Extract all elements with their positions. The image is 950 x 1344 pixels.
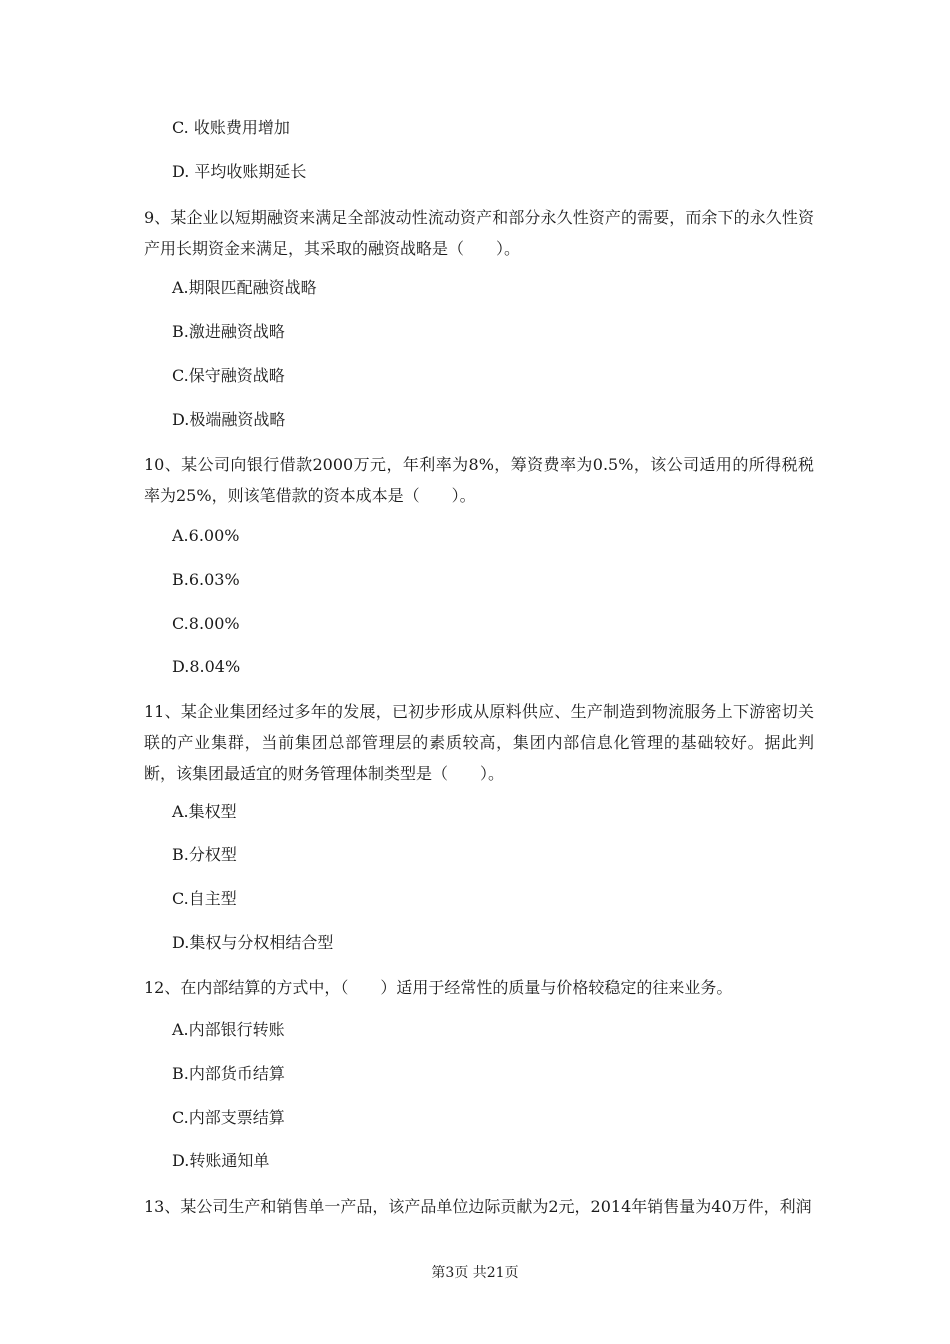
q10-option-c: C.8.00% bbox=[172, 614, 240, 633]
q10-option-b: B.6.03% bbox=[172, 570, 240, 589]
q9-option-d: D.极端融资战略 bbox=[172, 410, 286, 429]
q10-option-d: D.8.04% bbox=[172, 657, 241, 676]
q11-option-c: C.自主型 bbox=[172, 889, 237, 908]
q10-stem: 10、某公司向银行借款2000万元，年利率为8%，筹资费率为0.5%，该公司适用的所得税税率为25%，则该笔借款的资本成本是（ ）。 bbox=[144, 455, 814, 505]
q12-stem: 12、在内部结算的方式中，（ ）适用于经常性的质量与价格较稳定的往来业务。 bbox=[144, 978, 733, 997]
q9-stem: 9、某企业以短期融资来满足全部波动性流动资产和部分永久性资产的需要，而余下的永久性资产用长期资金来满足，其采取的融资战略是（ ）。 bbox=[144, 208, 814, 258]
q9-option-b: B.激进融资战略 bbox=[172, 322, 285, 341]
q9-option-c: C.保守融资战略 bbox=[172, 366, 285, 385]
q8-option-d: D. 平均收账期延长 bbox=[172, 162, 307, 181]
page-footer: 第3页 共21页 bbox=[431, 1265, 519, 1281]
q11-stem: 11、某企业集团经过多年的发展，已初步形成从原料供应、生产制造到物流服务上下游密切关联的产业集群，当前集团总部管理层的素质较高，集团内部信息化管理的基础较好。据此判断，该集团最适宜的财务管理体制类型是（ ）。 bbox=[144, 702, 814, 783]
q11-option-d: D.集权与分权相结合型 bbox=[172, 933, 334, 952]
q11-option-a: A.集权型 bbox=[172, 802, 237, 821]
q13-stem: 13、某公司生产和销售单一产品，该产品单位边际贡献为2元，2014年销售量为40万件，利润 bbox=[144, 1197, 812, 1216]
q12-option-a: A.内部银行转账 bbox=[172, 1020, 285, 1039]
q10-option-a: A.6.00% bbox=[172, 526, 240, 545]
q11-option-b: B.分权型 bbox=[172, 845, 237, 864]
q12-option-d: D.转账通知单 bbox=[172, 1151, 270, 1170]
q12-option-c: C.内部支票结算 bbox=[172, 1108, 285, 1127]
q8-option-c: C. 收账费用增加 bbox=[172, 118, 290, 137]
q12-option-b: B.内部货币结算 bbox=[172, 1064, 285, 1083]
q9-option-a: A.期限匹配融资战略 bbox=[172, 278, 317, 297]
